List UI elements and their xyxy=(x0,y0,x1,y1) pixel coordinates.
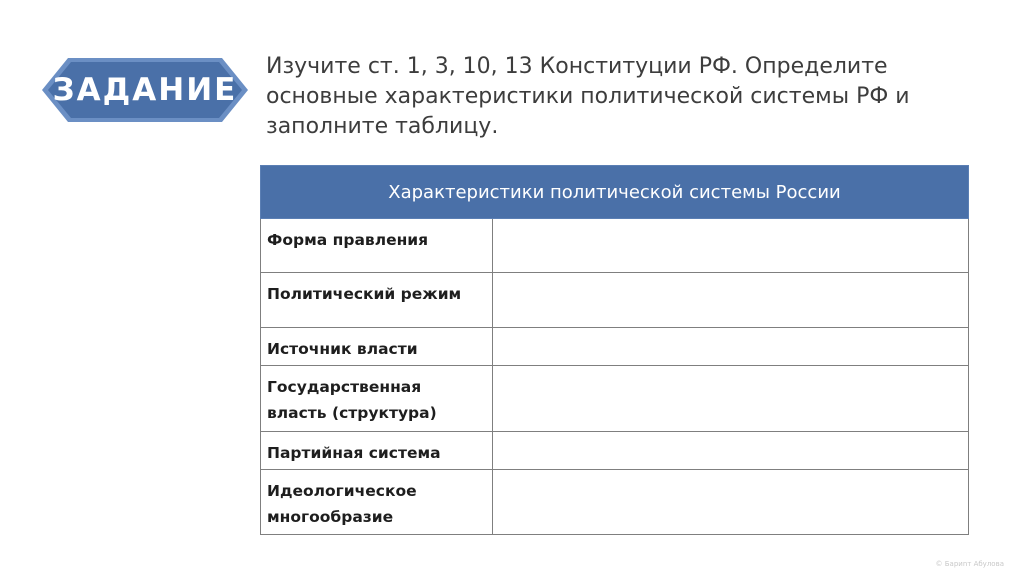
row-value-party-system[interactable] xyxy=(492,432,968,470)
table-row xyxy=(261,328,969,366)
row-label-political-regime: Политический режим xyxy=(261,273,493,328)
row-label-form-of-government: Форма правления xyxy=(261,219,493,273)
row-label-ideological-diversity: Идеологическое многообразие xyxy=(261,470,493,535)
instruction-text: Изучите ст. 1, 3, 10, 13 Конституции РФ. Определите основные характеристики политической системы РФ и заполните таблицу. xyxy=(266,54,910,139)
table-row xyxy=(261,219,969,273)
row-value-political-regime[interactable] xyxy=(492,273,968,328)
table-header: Характеристики политической системы России xyxy=(261,166,969,219)
row-label-party-system: Партийная система xyxy=(261,432,493,470)
table-row xyxy=(261,366,969,432)
copyright-text: © Бариnт Абулова xyxy=(935,560,1004,568)
task-badge xyxy=(40,55,250,125)
table-row xyxy=(261,470,969,535)
table-row xyxy=(261,273,969,328)
badge-label: ЗАДАНИЕ xyxy=(52,72,238,108)
row-label-state-power: Государственная власть (структура) xyxy=(261,366,493,432)
row-value-form-of-government[interactable] xyxy=(492,219,968,273)
row-value-state-power[interactable] xyxy=(492,366,968,432)
table-row xyxy=(261,432,969,470)
characteristics-table xyxy=(260,165,969,535)
table-header-row xyxy=(261,166,969,219)
row-value-source-of-power[interactable] xyxy=(492,328,968,366)
row-value-ideological-diversity[interactable] xyxy=(492,470,968,535)
row-label-source-of-power: Источник власти xyxy=(261,328,493,366)
